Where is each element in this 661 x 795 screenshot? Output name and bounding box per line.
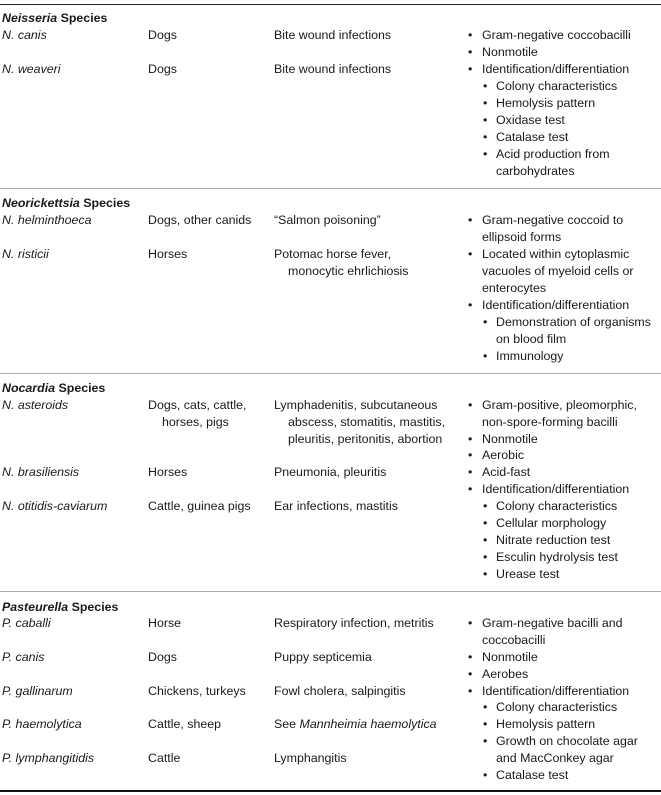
bullet-text: Identification/differentiation [482, 684, 630, 698]
bullet-text: coccobacilli [482, 633, 546, 647]
bullet-text: Gram-positive, pleomorphic, [482, 398, 637, 412]
subbullet-dot: • [483, 349, 488, 363]
bullet-text: enterocytes [482, 281, 547, 295]
subbullet-text: and MacConkey agar [496, 751, 614, 765]
disease-cell: Puppy septicemia [274, 650, 372, 664]
disease-cell: See Mannheimia haemolytica [274, 717, 437, 731]
organism-name: P. gallinarum [2, 684, 73, 698]
subbullet-text: Hemolysis pattern [496, 96, 596, 110]
subbullet-text: Oxidase test [496, 113, 565, 127]
bullet-dot: • [468, 247, 473, 261]
host-cell: Dogs, other canids [148, 213, 252, 227]
bullet-dot: • [468, 667, 473, 681]
bullet-text: Aerobic [482, 448, 525, 462]
section-divider [0, 373, 661, 374]
organism-name: N. asteroids [2, 398, 69, 412]
subbullet-text: Colony characteristics [496, 79, 618, 93]
subbullet-text: Colony characteristics [496, 499, 618, 513]
organism-name: P. caballi [2, 616, 51, 630]
disease-cell: Pneumonia, pleuritis [274, 465, 387, 479]
subbullet-text: carbohydrates [496, 164, 575, 178]
bullet-dot: • [468, 28, 473, 42]
section-header-neisseria: Neisseria Species [2, 11, 108, 25]
host-cell: Dogs [148, 650, 177, 664]
bullet-dot: • [468, 482, 473, 496]
subbullet-text: Demonstration of organisms [496, 315, 651, 329]
bullet-dot: • [468, 616, 473, 630]
disease-cell-continued: pleuritis, peritonitis, abortion [288, 432, 443, 446]
bullet-text: vacuoles of myeloid cells or [482, 264, 634, 278]
bullet-text: Gram-negative coccoid to [482, 213, 624, 227]
organism-name: P. canis [2, 650, 45, 664]
section-divider [0, 591, 661, 592]
disease-cell: Bite wound infections [274, 62, 392, 76]
subbullet-dot: • [483, 550, 488, 564]
host-cell: Dogs [148, 62, 177, 76]
disease-cell: Potomac horse fever, [274, 247, 392, 261]
host-cell: Chickens, turkeys [148, 684, 246, 698]
subbullet-dot: • [483, 516, 488, 530]
subbullet-dot: • [483, 315, 488, 329]
organism-name: N. canis [2, 28, 47, 42]
organism-name: P. haemolytica [2, 717, 82, 731]
organism-name: N. otitidis-caviarum [2, 499, 108, 513]
section-header-pasteurella: Pasteurella Species [2, 600, 119, 614]
subbullet-text: Nitrate reduction test [496, 533, 611, 547]
subbullet-text: Hemolysis pattern [496, 717, 596, 731]
bullet-dot: • [468, 213, 473, 227]
bullet-text: Gram-negative bacilli and [482, 616, 623, 630]
organism-name: N. brasiliensis [2, 465, 80, 479]
subbullet-text: Catalase test [496, 768, 569, 782]
host-cell-continued: horses, pigs [162, 415, 229, 429]
bottom-rule [0, 790, 661, 792]
bullet-dot: • [468, 684, 473, 698]
host-cell: Cattle, sheep [148, 717, 222, 731]
host-cell: Horses [148, 465, 188, 479]
host-cell: Horses [148, 247, 188, 261]
host-cell: Dogs, cats, cattle, [148, 398, 247, 412]
disease-cell: Bite wound infections [274, 28, 392, 42]
bullet-dot: • [468, 465, 473, 479]
subbullet-text: Esculin hydrolysis test [496, 550, 618, 564]
bullet-text: Gram-negative coccobacilli [482, 28, 631, 42]
subbullet-dot: • [483, 113, 488, 127]
subbullet-dot: • [483, 499, 488, 513]
subbullet-text: Immunology [496, 349, 564, 363]
host-cell: Horse [148, 616, 182, 630]
bullet-text: Nonmotile [482, 45, 538, 59]
bullet-dot: • [468, 448, 473, 462]
bullet-dot: • [468, 45, 473, 59]
subbullet-dot: • [483, 130, 488, 144]
bullet-text: Acid-fast [482, 465, 531, 479]
top-rule [0, 4, 661, 5]
subbullet-text: Acid production from [496, 147, 610, 161]
disease-cell: Ear infections, mastitis [274, 499, 398, 513]
disease-cell-continued: abscess, stomatitis, mastitis, [288, 415, 445, 429]
organism-name: N. risticii [2, 247, 49, 261]
subbullet-dot: • [483, 96, 488, 110]
disease-cell-continued: monocytic ehrlichiosis [288, 264, 409, 278]
subbullet-dot: • [483, 533, 488, 547]
subbullet-text: on blood film [496, 332, 567, 346]
bullet-dot: • [468, 398, 473, 412]
section-divider [0, 188, 661, 189]
bullet-dot: • [468, 432, 473, 446]
bullet-text: Aerobes [482, 667, 529, 681]
bullet-dot: • [468, 650, 473, 664]
subbullet-dot: • [483, 717, 488, 731]
host-cell: Cattle, guinea pigs [148, 499, 251, 513]
disease-cell: Lymphadenitis, subcutaneous [274, 398, 438, 412]
organism-name: N. weaveri [2, 62, 61, 76]
subbullet-text: Urease test [496, 567, 560, 581]
subbullet-text: Colony characteristics [496, 700, 618, 714]
host-cell: Dogs [148, 28, 177, 42]
bullet-text: Nonmotile [482, 432, 538, 446]
bullet-dot: • [468, 298, 473, 312]
section-header-nocardia: Nocardia Species [2, 381, 106, 395]
disease-cell: Fowl cholera, salpingitis [274, 684, 406, 698]
bullet-text: ellipsoid forms [482, 230, 562, 244]
bullet-text: Identification/differentiation [482, 62, 630, 76]
subbullet-dot: • [483, 79, 488, 93]
organism-name: N. helminthoeca [2, 213, 92, 227]
bullet-text: Identification/differentiation [482, 298, 630, 312]
disease-cell: Lymphangitis [274, 751, 347, 765]
disease-cell: Respiratory infection, metritis [274, 616, 434, 630]
subbullet-dot: • [483, 567, 488, 581]
subbullet-text: Cellular morphology [496, 516, 607, 530]
subbullet-text: Growth on chocolate agar [496, 734, 638, 748]
subbullet-dot: • [483, 768, 488, 782]
section-header-neorickettsia: Neorickettsia Species [2, 196, 131, 210]
bullet-dot: • [468, 62, 473, 76]
subbullet-dot: • [483, 700, 488, 714]
bullet-text: Identification/differentiation [482, 482, 630, 496]
bullet-text: Nonmotile [482, 650, 538, 664]
organism-name: P. lymphangitidis [2, 751, 95, 765]
host-cell: Cattle [148, 751, 181, 765]
bullet-text: non-spore-forming bacilli [482, 415, 618, 429]
bullet-text: Located within cytoplasmic [482, 247, 630, 261]
subbullet-text: Catalase test [496, 130, 569, 144]
subbullet-dot: • [483, 734, 488, 748]
subbullet-dot: • [483, 147, 488, 161]
disease-cell: “Salmon poisoning” [274, 213, 381, 227]
